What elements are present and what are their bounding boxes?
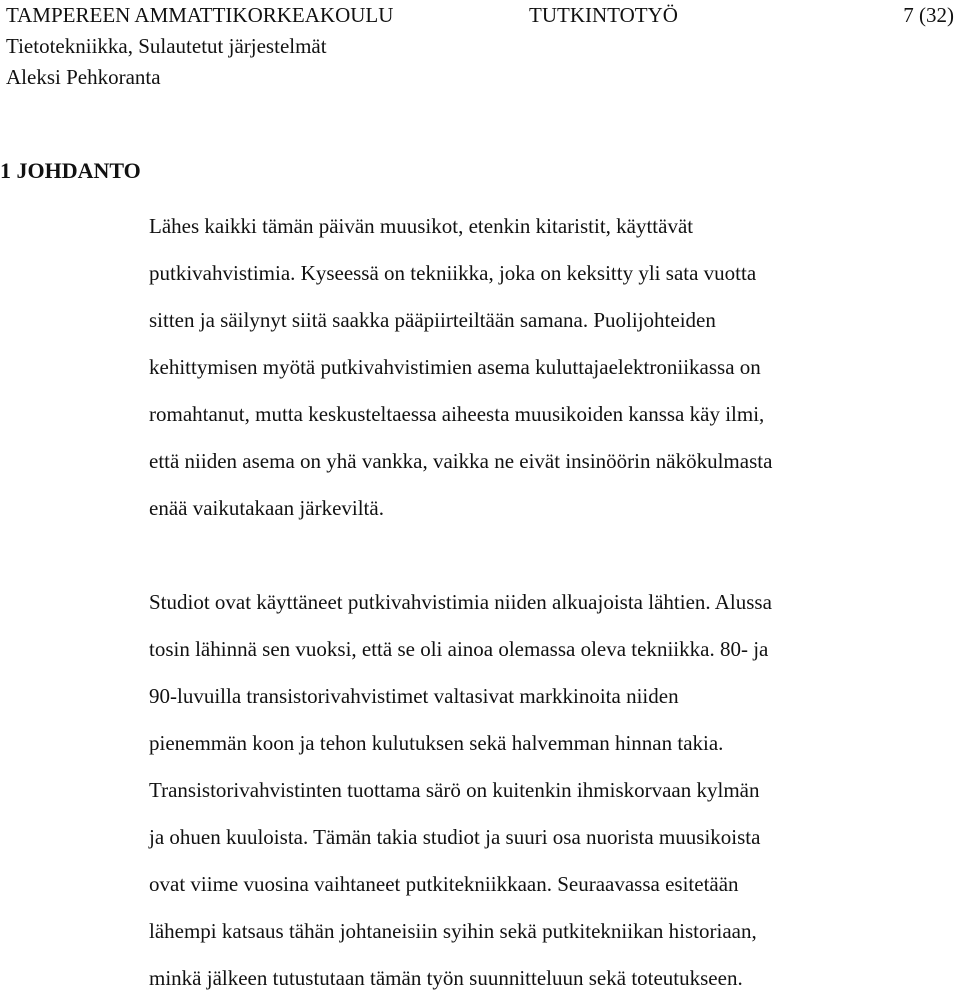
- header-department: Tietotekniikka, Sulautetut järjestelmät: [6, 34, 327, 58]
- paragraph-line: kehittymisen myötä putkivahvistimien asema kuluttajaelektroniikassa on: [149, 355, 761, 379]
- header-author: Aleksi Pehkoranta: [6, 65, 161, 89]
- paragraph-line: sitten ja säilynyt siitä saakka pääpiirteiltään samana. Puolijohteiden: [149, 308, 716, 332]
- paragraph-introduction: [149, 203, 957, 532]
- paragraph-line: putkivahvistimia. Kyseessä on tekniikka, joka on keksitty yli sata vuotta: [149, 261, 757, 285]
- paragraph-studios: [149, 579, 957, 1002]
- header-page-number: 7 (32): [903, 3, 954, 27]
- paragraph-line: pienemmän koon ja tehon kulutuksen sekä halvemman hinnan takia.: [149, 731, 724, 755]
- chapter-heading: 1 JOHDANTO: [0, 158, 141, 183]
- paragraph-line: lähempi katsaus tähän johtaneisiin syihin sekä putkitekniikan historiaan,: [149, 919, 757, 943]
- paragraph-line: Studiot ovat käyttäneet putkivahvistimia niiden alkuajoista lähtien. Alussa: [149, 590, 772, 614]
- paragraph-line: minkä jälkeen tutustutaan tämän työn suunnitteluun sekä toteutukseen.: [149, 966, 743, 990]
- header-document-type: TUTKINTOTYÖ: [529, 3, 678, 27]
- paragraph-line: Lähes kaikki tämän päivän muusikot, etenkin kitaristit, käyttävät: [149, 214, 694, 238]
- paragraph-line: enää vaikutakaan järkeviltä.: [149, 496, 384, 520]
- header-institution: TAMPEREEN AMMATTIKORKEAKOULU: [6, 3, 394, 27]
- paragraph-line: 90-luvuilla transistorivahvistimet valtasivat markkinoita niiden: [149, 684, 679, 708]
- page-header: [6, 0, 954, 93]
- paragraph-line: että niiden asema on yhä vankka, vaikka ne eivät insinöörin näkökulmasta: [149, 449, 773, 473]
- paragraph-line: ovat viime vuosina vaihtaneet putkitekniikkaan. Seuraavassa esitetään: [149, 872, 739, 896]
- paragraph-line: Transistorivahvistinten tuottama särö on kuitenkin ihmiskorvaan kylmän: [149, 778, 760, 802]
- paragraph-line: ja ohuen kuuloista. Tämän takia studiot ja suuri osa nuorista muusikoista: [149, 825, 761, 849]
- paragraph-line: romahtanut, mutta keskusteltaessa aiheesta muusikoiden kanssa käy ilmi,: [149, 402, 765, 426]
- paragraph-line: tosin lähinnä sen vuoksi, että se oli ainoa olemassa oleva tekniikka. 80- ja: [149, 637, 769, 661]
- header-top-row: [6, 0, 954, 31]
